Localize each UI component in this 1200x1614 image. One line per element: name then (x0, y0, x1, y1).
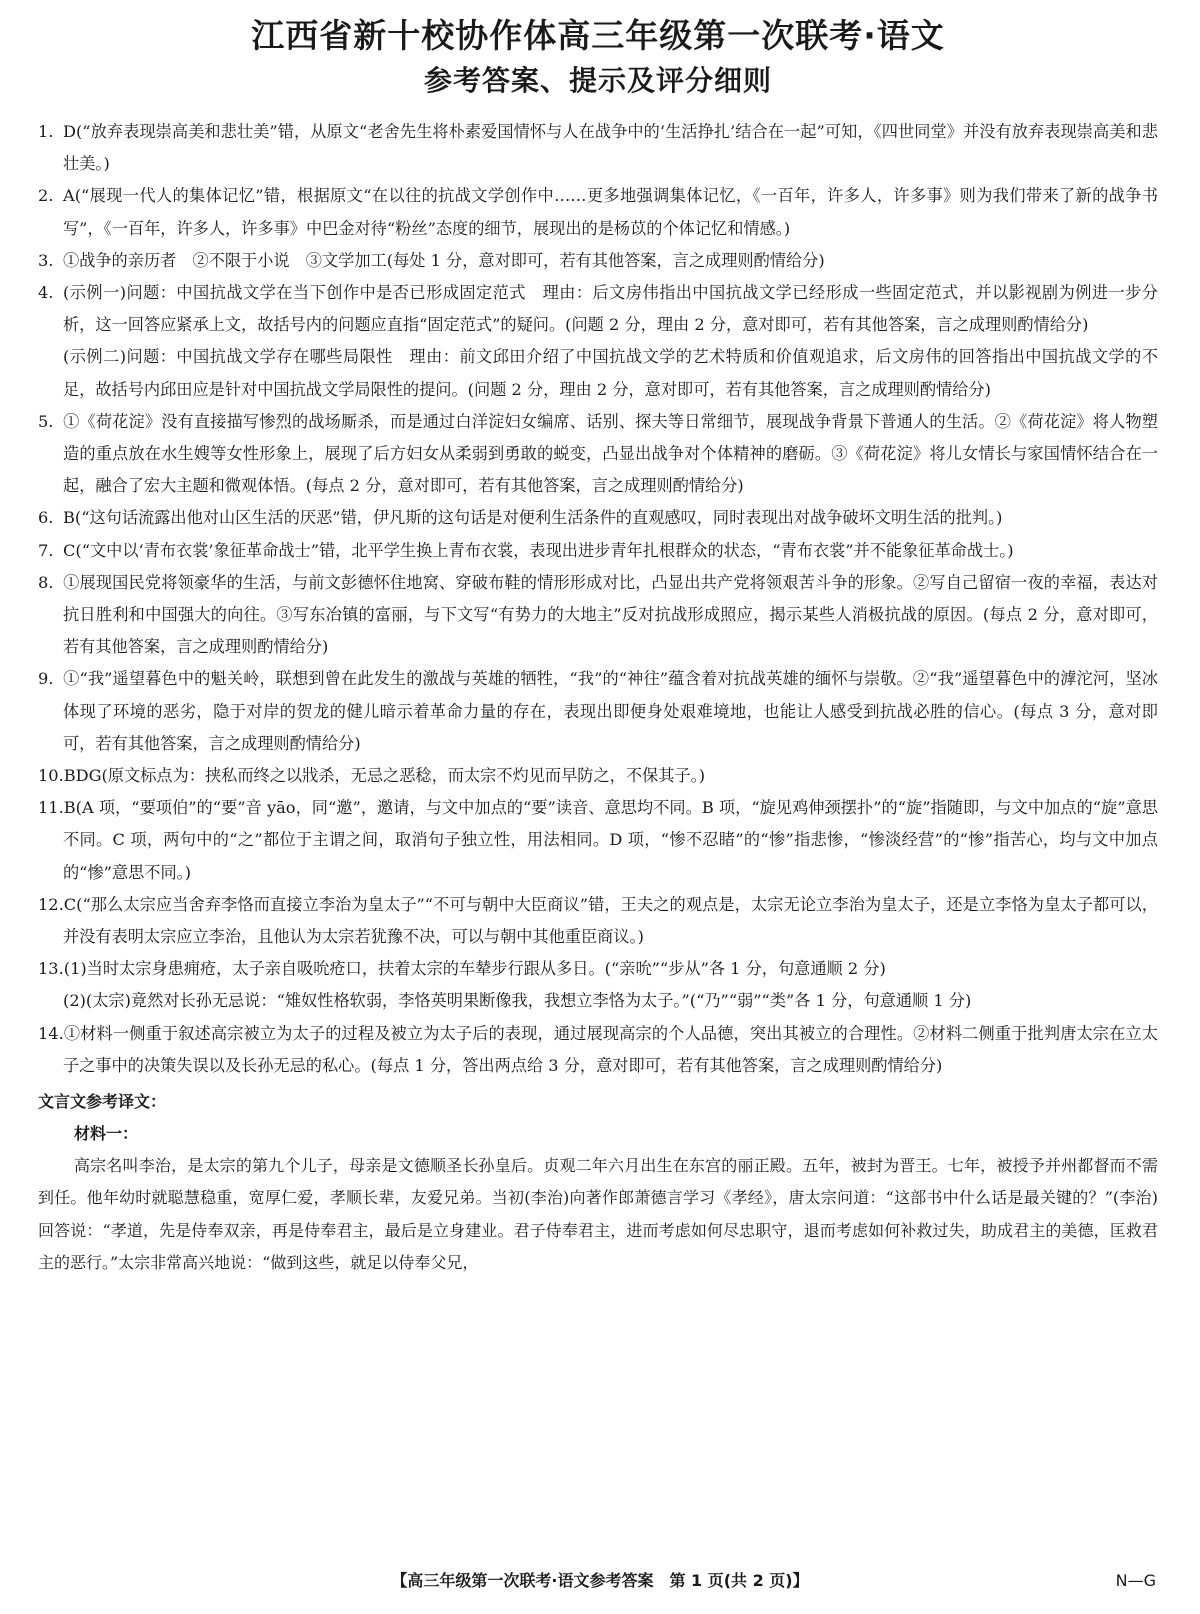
page-subtitle: 参考答案、提示及评分细则 (423, 64, 772, 97)
answer-item-9 (38, 663, 1158, 760)
answer-number: 8. (38, 572, 54, 592)
page-footer (0, 1566, 1200, 1596)
answer-text: ①战争的亲历者 ②不限于小说 ③文学加工(每处 1 分，意对即可，若有其他答案，言之成理则酌情给分) (63, 250, 825, 270)
answer-item-5 (38, 406, 1158, 503)
answer-text: ①展现国民党将领豪华的生活，与前文彭德怀住地窝、穿破布鞋的情形形成对比，凸显出共产党将领艰苦斗争的形象。②写自己留宿一夜的幸福，表达对抗日胜利和中国强大的向往。③写东冶镇的富丽，与下文写“有势力的大地主”反对抗战形成照应，揭示某些人消极抗战的原因。(每点 2 分，意对即可，若有其他答案，言之成理则酌情给分) (63, 572, 1158, 657)
answer-text: (1)当时太宗身患痈疮，太子亲自吸吮疮口，扶着太宗的车辇步行跟从多日。(“亲吮”“步从”各 1 分，句意通顺 2 分) (63, 959, 886, 979)
answer-item-3 (38, 245, 1158, 277)
answer-number: 2. (38, 186, 54, 206)
footer-page-info: 【高三年级第一次联考·语文参考答案 第 1 页(共 2 页)】 (391, 1571, 809, 1590)
answer-item-10 (38, 760, 1158, 792)
answer-item-12 (38, 889, 1158, 953)
answer-item-11 (38, 792, 1158, 889)
answer-item-13 (38, 953, 1158, 985)
answer-text: (示例一)问题：中国抗战文学在当下创作中是否已形成固定范式 理由：后文房伟指出中国抗战文学已经形成一些固定范式，并以影视剧为例进一步分析，这一回答应紧承上文，故括号内的问题应直指“固定范式”的疑问。(问题 2 分，理由 2 分，意对即可，若有其他答案，言之成理则酌情给分) (63, 283, 1158, 335)
answer-text: ①材料一侧重于叙述高宗被立为太子的过程及被立为太子后的表现，通过展现高宗的个人品德，突出其被立的合理性。②材料二侧重于批判唐太宗在立太子之事中的决策失误以及长孙无忌的私心。(每点 1 分，答出两点给 3 分，意对即可，若有其他答案，言之成理则酌情给分) (63, 1023, 1158, 1075)
answer-item-6 (38, 502, 1158, 534)
answer-number: 9. (38, 669, 54, 689)
answer-text: C(“那么太宗应当舍弃李恪而直接立李治为皇太子”“不可与朝中大臣商议”错，王夫之的观点是，太宗无论立李治为皇太子，还是立李恪为皇太子都可以，并没有表明太宗应立李治，且他认为太宗若犹豫不决，可以与朝中其他重臣商议。) (63, 894, 1158, 947)
answer-item-13-part-2: (2)(太宗)竟然对长孙无忌说：“雉奴性格软弱，李恪英明果断像我，我想立李恪为太子。”(“乃”“弱”“类”各 1 分，句意通顺 1 分) (63, 991, 972, 1011)
answer-item-14 (38, 1018, 1158, 1082)
answer-number: 12. (38, 894, 64, 914)
answer-number: 13. (38, 959, 64, 979)
answer-number: 4. (38, 283, 54, 303)
answer-item-8 (38, 567, 1158, 664)
answer-number: 3. (38, 250, 54, 270)
answer-text: C(“文中以‘青布衣裳’象征革命战士”错，北平学生换上青布衣裳，表现出进步青年扎根群众的状态，“青布衣裳”并不能象征革命战士。) (63, 540, 1014, 560)
answer-item-2 (38, 180, 1158, 244)
answer-item-1 (38, 116, 1158, 180)
answer-number: 14. (38, 1023, 64, 1043)
answer-number: 11. (38, 798, 64, 818)
page-title: 江西省新十校协作体高三年级第一次联考·语文 (251, 16, 945, 55)
answer-number: 10. (38, 766, 64, 786)
answer-number: 1. (38, 122, 54, 141)
answer-number: 7. (38, 540, 54, 560)
answer-item-4 (38, 277, 1158, 341)
material-one-label: 材料一： (74, 1124, 139, 1144)
answer-text: BDG(原文标点为：挟私而终之以戕杀，无忌之恶稔，而太宗不灼见而早防之，不保其子。) (63, 766, 706, 786)
answer-item-7 (38, 535, 1158, 567)
translation-paragraph: 高宗名叫李治，是太宗的第九个儿子，母亲是文德顺圣长孙皇后。贞观二年六月出生在东宫的丽正殿。五年，被封为晋王。七年，被授予并州都督而不需到任。他年幼时就聪慧稳重，宽厚仁爱，孝顺长辈，友爱兄弟。当初(李治)向著作郎萧德言学习《孝经》，唐太宗问道：“这部书中什么话是最关键的？”(李治)回答说：“孝道，先是侍奉双亲，再是侍奉君主，最后是立身建业。君子侍奉君主，进而考虑如何尽忠职守，退而考虑如何补救过失，助成君主的美德，匡救君主的恶行。”太宗非常高兴地说：“做到这些，就足以侍奉父兄， (38, 1156, 1158, 1272)
answer-number: 5. (38, 411, 54, 431)
answer-list (38, 116, 1158, 1082)
answer-text: ①《荷花淀》没有直接描写惨烈的战场厮杀，而是通过白洋淀妇女编席、话别、探夫等日常细节，展现战争背景下普通人的生活。②《荷花淀》将人物塑造的重点放在水生嫂等女性形象上，展现了后方妇女从柔弱到勇敢的蜕变，凸显出战争对个体精神的磨砺。③《荷花淀》将儿女情长与家国情怀结合在一起，融合了宏大主题和微观体悟。(每点 2 分，意对即可，若有其他答案，言之成理则酌情给分) (63, 411, 1158, 496)
answer-item-4-example-2: (示例二)问题：中国抗战文学存在哪些局限性 理由：前文邱田介绍了中国抗战文学的艺术特质和价值观追求，后文房伟的回答指出中国抗战文学的不足，故括号内邱田应是针对中国抗战文学局限性的提问。(问题 2 分，理由 2 分，意对即可，若有其他答案，言之成理则酌情给分) (63, 347, 1158, 399)
answer-text: D(“放弃表现崇高美和悲壮美”错，从原文“老舍先生将朴素爱国情怀与人在战争中的‘生活挣扎’结合在一起”可知，《四世同堂》并没有放弃表现崇高美和悲壮美。) (63, 122, 1158, 174)
footer-code: N—G (1115, 1571, 1156, 1590)
translation-heading: 文言文参考译文： (38, 1092, 167, 1112)
answer-text: B(“这句话流露出他对山区生活的厌恶”错，伊凡斯的这句话是对便利生活条件的直观感叹，同时表现出对战争破坏文明生活的批判。) (63, 508, 1003, 528)
answer-text: B(A 项，“要项伯”的“要”音 yāo，同“邀”，邀请，与文中加点的“要”读音、意思均不同。B 项，“旋见鸡伸颈摆扑”的“旋”指随即，与文中加点的“旋”意思不同。C 项，两句中的“之”都位于主谓之间，取消句子独立性，用法相同。D 项，“惨不忍睹”的“惨”指悲惨，“惨淡经营”的“惨”指苦心，均与文中加点的“惨”意思不同。) (63, 798, 1158, 882)
answer-number: 6. (38, 508, 54, 528)
answer-text: A(“展现一代人的集体记忆”错，根据原文“在以往的抗战文学创作中……更多地强调集体记忆，《一百年，许多人，许多事》则为我们带来了新的战争书写”，《一百年，许多人，许多事》中巴金对待“粉丝”态度的细节，展现出的是杨苡的个体记忆和情感。) (63, 186, 1158, 238)
answer-text: ①“我”遥望暮色中的魁关岭，联想到曾在此发生的激战与英雄的牺牲，“我”的“神往”蕴含着对抗战英雄的缅怀与崇敬。②“我”遥望暮色中的滹沱河，坚冰体现了环境的恶劣，隐于对岸的贺龙的健儿暗示着革命力量的存在，表现出即便身处艰难境地，也能让人感受到抗战必胜的信心。(每点 3 分，意对即可，若有其他答案，言之成理则酌情给分) (63, 669, 1158, 753)
